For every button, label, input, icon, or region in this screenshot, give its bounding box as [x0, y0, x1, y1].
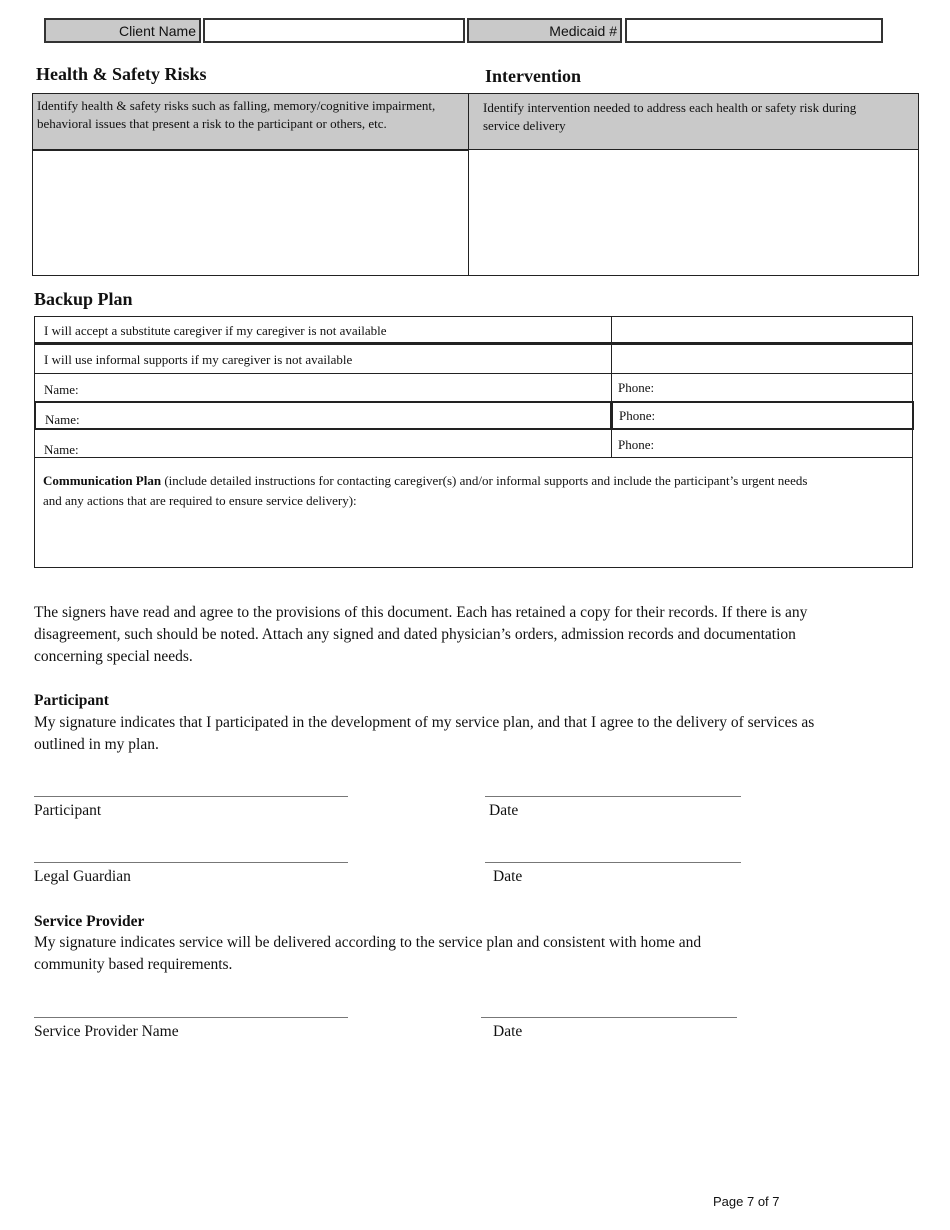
- contact-2-phone[interactable]: Phone:: [611, 401, 914, 430]
- communication-plan-instructions: (include detailed instructions for contacting caregiver(s) and/or informal supports and include the participant’s urgent needs and any actions that are required to ensure service delivery):: [43, 473, 808, 508]
- contact-1-name[interactable]: Name:: [34, 373, 612, 402]
- provider-signature-line[interactable]: [34, 1017, 348, 1018]
- guardian-date-label: Date: [493, 868, 523, 885]
- participant-date-line[interactable]: [485, 796, 741, 797]
- client-name-label: Client Name: [44, 18, 201, 43]
- medicaid-field[interactable]: [625, 18, 883, 43]
- informal-supports-field[interactable]: [611, 344, 913, 374]
- contact-3-name[interactable]: Name:: [34, 429, 612, 458]
- guardian-date-line[interactable]: [485, 862, 741, 863]
- guardian-signature-label: Legal Guardian: [34, 868, 131, 885]
- contact-1-phone[interactable]: Phone:: [611, 373, 913, 402]
- provider-date-label: Date: [493, 1023, 523, 1040]
- intervention-instruction-text: Identify intervention needed to address each health or safety risk during service delivery: [483, 100, 857, 133]
- risks-intervention-table: [32, 93, 919, 276]
- intervention-input[interactable]: [468, 149, 919, 276]
- risks-title: Health & Safety Risks: [36, 64, 207, 84]
- backup-title: Backup Plan: [34, 289, 133, 309]
- participant-title: Participant: [34, 692, 109, 709]
- participant-signature-line[interactable]: [34, 796, 348, 797]
- participant-signature-label: Participant: [34, 802, 102, 819]
- contact-3-phone[interactable]: Phone:: [611, 429, 913, 458]
- guardian-signature-line[interactable]: [34, 862, 348, 863]
- intervention-instruction: [468, 93, 919, 150]
- substitute-caregiver-label: I will accept a substitute caregiver if my caregiver is not available: [34, 316, 612, 344]
- communication-plan[interactable]: [34, 457, 913, 568]
- provider-title: Service Provider: [34, 913, 145, 930]
- provider-date-line[interactable]: [481, 1017, 737, 1018]
- risks-instruction: Identify health & safety risks such as falling, memory/cognitive impairment, behavioral issues that present a risk to the participant or others, etc.: [32, 93, 469, 151]
- participant-date-label: Date: [489, 802, 519, 819]
- client-name-field[interactable]: [203, 18, 465, 43]
- provider-name-label: Service Provider Name: [34, 1023, 179, 1040]
- medicaid-label: Medicaid #: [467, 18, 622, 43]
- agreement-text: The signers have read and agree to the provisions of this document. Each has retained a copy for their records. If there is any disagreement, such should be noted. Attach any signed and dated physician’s orders, admission records and documentation concerning special needs.: [34, 604, 808, 665]
- intervention-title: Intervention: [485, 66, 581, 86]
- substitute-caregiver-field[interactable]: [611, 316, 913, 344]
- participant-text: My signature indicates that I participated in the development of my service plan, and that I agree to the delivery of services as outlined in my plan.: [34, 714, 815, 753]
- informal-supports-label: I will use informal supports if my caregiver is not available: [34, 344, 612, 374]
- backup-table: [34, 316, 914, 568]
- provider-text: My signature indicates service will be delivered according to the service plan and consistent with home and community based requirements.: [34, 934, 702, 973]
- contact-2-name[interactable]: Name:: [34, 401, 612, 430]
- page-number: Page 7 of 7: [713, 1194, 780, 1209]
- communication-plan-heading: Communication Plan: [43, 473, 162, 488]
- risks-input[interactable]: [32, 150, 469, 276]
